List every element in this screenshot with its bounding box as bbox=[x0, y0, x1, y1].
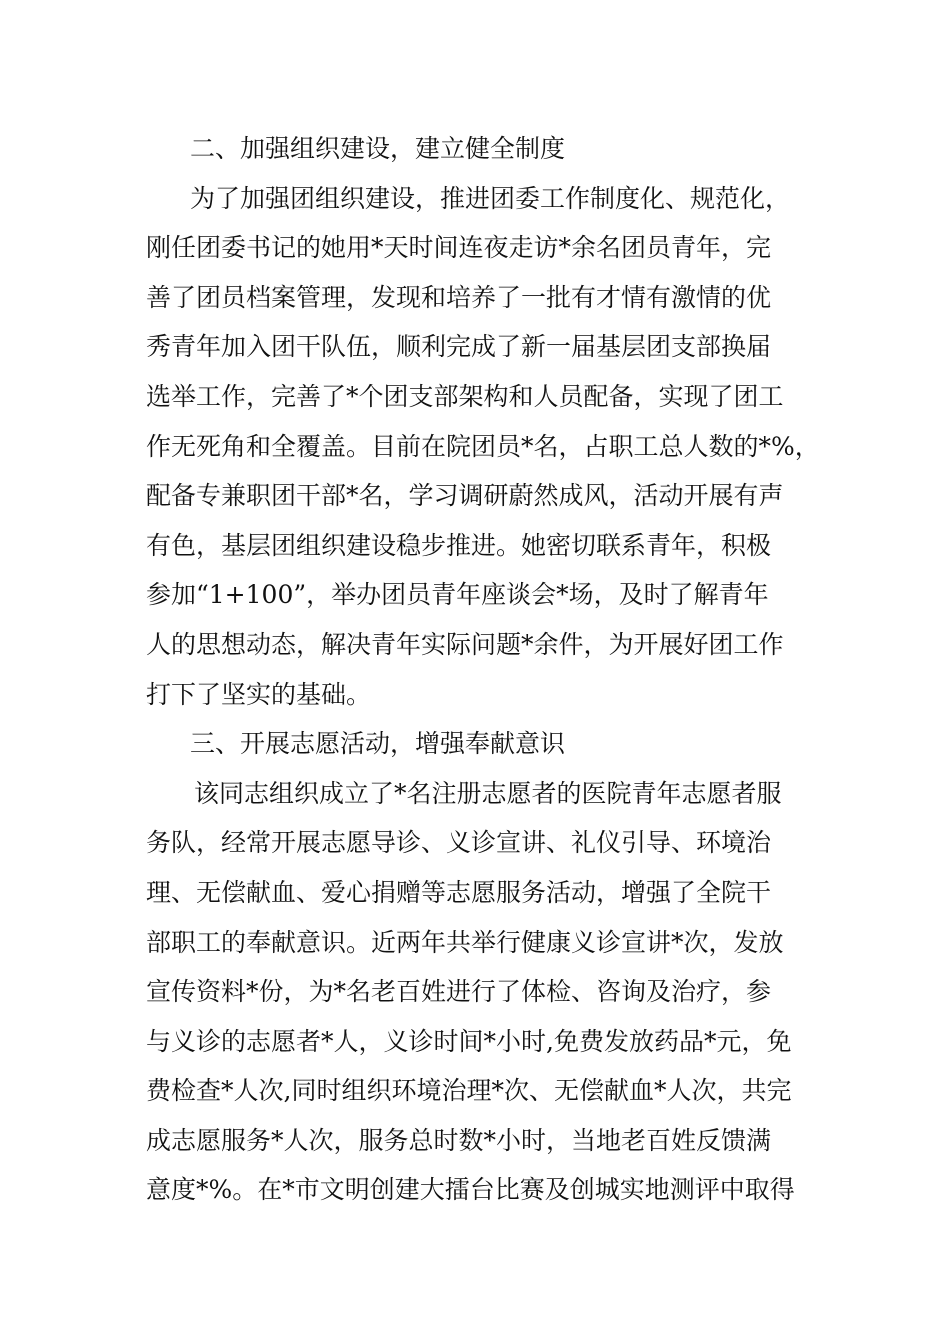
paragraph-line: 善了团员档案管理，发现和培养了一批有才情有激情的优 bbox=[146, 282, 772, 312]
paragraph-line: 选举工作，完善了*个团支部架构和人员配备，实现了团工 bbox=[146, 381, 784, 411]
paragraph-line: 有色，基层团组织建设稳步推进。她密切联系青年，积极 bbox=[146, 530, 772, 560]
paragraph-line: 与义诊的志愿者*人，义诊时间*小时,免费发放药品*元，免 bbox=[146, 1026, 792, 1056]
paragraph-line: 刚任团委书记的她用*天时间连夜走访*余名团员青年，完 bbox=[146, 233, 772, 263]
section-3-paragraph bbox=[146, 769, 806, 1215]
paragraph-line: 配备专兼职团干部*名，学习调研蔚然成风，活动开展有声 bbox=[146, 481, 784, 511]
paragraph-line: 秀青年加入团干队伍，顺利完成了新一届基层团支部换届 bbox=[146, 332, 772, 362]
paragraph-line: 参加“1+100”，举办团员青年座谈会*场，及时了解青年 bbox=[146, 580, 769, 610]
paragraph-line: 理、无偿献血、爱心捐赠等志愿服务活动，增强了全院干 bbox=[146, 877, 772, 907]
paragraph-line: 务队，经常开展志愿导诊、义诊宣讲、礼仪引导、环境治 bbox=[146, 828, 772, 858]
paragraph-line: 成志愿服务*人次，服务总时数*小时，当地老百姓反馈满 bbox=[146, 1125, 772, 1155]
paragraph-line: 为了加强团组织建设，推进团委工作制度化、规范化， bbox=[190, 183, 791, 213]
document-page bbox=[146, 124, 820, 1215]
paragraph-line: 作无死角和全覆盖。目前在院团员*名，占职工总人数的*%， bbox=[146, 431, 820, 461]
paragraph-line: 部职工的奉献意识。近两年共举行健康义诊宣讲*次，发放 bbox=[146, 927, 784, 957]
section-2-paragraph bbox=[146, 174, 820, 720]
section-2-heading: 二、加强组织建设，建立健全制度 bbox=[190, 134, 566, 163]
paragraph-line: 人的思想动态，解决青年实际问题*余件，为开展好团工作 bbox=[146, 629, 784, 659]
paragraph-line: 意度*%。在*市文明创建大擂台比赛及创城实地测评中取得 bbox=[146, 1175, 795, 1205]
paragraph-line: 该同志组织成立了*名注册志愿者的医院青年志愿者服 bbox=[194, 778, 782, 808]
paragraph-line: 打下了坚实的基础。 bbox=[146, 679, 372, 709]
paragraph-line: 费检查*人次,同时组织环境治理*次、无偿献血*人次，共完 bbox=[146, 1076, 792, 1106]
section-3-heading: 三、开展志愿活动，增强奉献意识 bbox=[190, 729, 566, 759]
paragraph-line: 宣传资料*份，为*名老百姓进行了体检、咨询及治疗，参 bbox=[146, 977, 772, 1007]
